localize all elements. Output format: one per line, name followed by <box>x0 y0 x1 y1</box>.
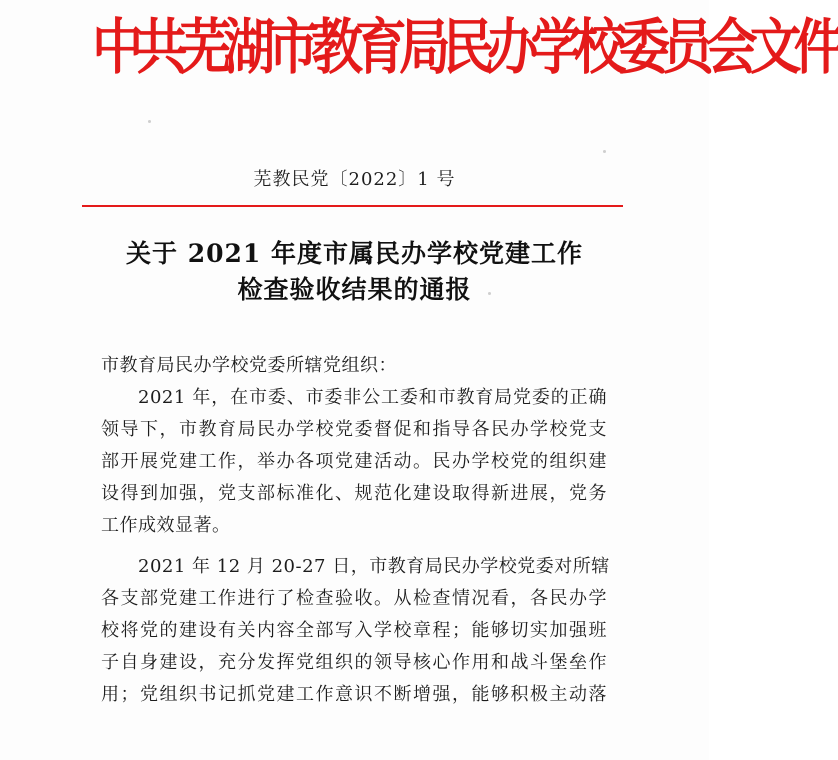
scan-speck <box>488 292 491 295</box>
red-separator-line <box>82 205 623 207</box>
paragraph-1-line: 2021 年，在市委、市委非公工委和市教育局党委的正确 <box>138 387 607 408</box>
scan-speck <box>148 120 151 123</box>
title-line-2: 检查验收结果的通报 <box>237 275 472 304</box>
salutation: 市教育局民办学校党委所辖党组织： <box>101 355 397 376</box>
paragraph-2-line: 用；党组织书记抓党建工作意识不断增强，能够积极主动落 <box>101 684 607 705</box>
paragraph-2-line: 子自身建设，充分发挥党组织的领导核心作用和战斗堡垒作 <box>101 652 607 673</box>
paragraph-2-line: 各支部党建工作进行了检查验收。从检查情况看，各民办学 <box>101 588 607 609</box>
paragraph-2-line: 2021 年 12 月 20-27 日，市教育局民办学校党委对所辖 <box>138 556 610 577</box>
scan-speck <box>603 150 606 153</box>
document-number: 芜教民党〔2022〕1 号 <box>253 169 456 190</box>
issuer-red-header: 中共芜湖市教育局民办学校委员会文件 <box>92 13 838 83</box>
paragraph-2-line: 校将党的建设有关内容全部写入学校章程；能够切实加强班 <box>101 620 607 641</box>
document-body <box>101 350 610 711</box>
paragraph-1-line: 设得到加强，党支部标准化、规范化建设取得新进展，党务 <box>101 483 607 504</box>
paragraph-1-line: 工作成效显著。 <box>101 515 231 536</box>
paragraph-1-line: 领导下，市教育局民办学校党委督促和指导各民办学校党支 <box>101 419 607 440</box>
title-line-1: 关于 2021 年度市属民办学校党建工作 <box>126 239 583 268</box>
document-title <box>0 236 709 308</box>
paragraph-1-line: 部开展党建工作，举办各项党建活动。民办学校党的组织建 <box>101 451 607 472</box>
